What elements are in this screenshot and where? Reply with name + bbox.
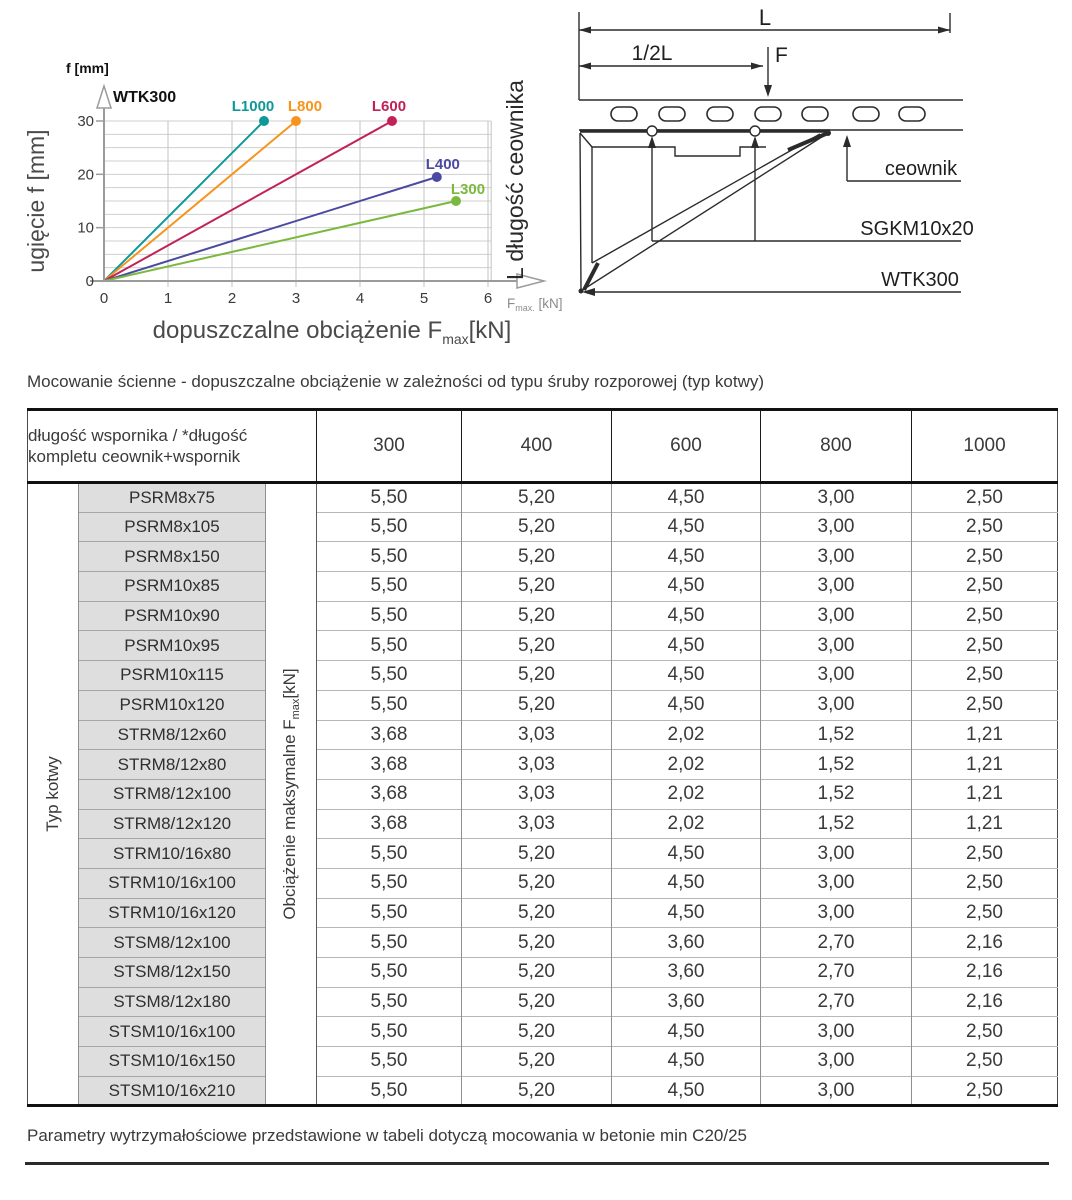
dim-label-half-L: 1/2L	[631, 42, 673, 65]
load-value-cell: 2,50	[912, 898, 1058, 928]
load-value-cell: 1,21	[912, 809, 1058, 839]
load-value-cell: 5,20	[462, 928, 612, 958]
load-value-cell: 5,50	[317, 839, 462, 869]
x-tick-label: 0	[99, 290, 109, 307]
load-value-cell: 3,03	[462, 809, 612, 839]
load-value-cell: 5,20	[462, 483, 612, 513]
load-value-cell: 1,52	[761, 750, 912, 780]
load-value-cell: 5,20	[462, 958, 612, 988]
load-value-cell: 5,50	[317, 572, 462, 602]
load-value-cell: 4,50	[612, 839, 761, 869]
chart-series	[104, 98, 485, 281]
anchor-type-cell: STSM8/12x150	[79, 958, 266, 988]
load-value-cell: 2,50	[912, 1017, 1058, 1047]
right-axis-title: L długość ceownika	[502, 80, 528, 280]
load-value-cell: 5,50	[317, 542, 462, 572]
anchor-type-cell: STRM8/12x60	[79, 720, 266, 750]
table-row	[28, 1017, 1058, 1047]
load-value-cell: 4,50	[612, 631, 761, 661]
y-axis-arrow	[97, 86, 111, 108]
series-label-L300: L300	[450, 181, 486, 198]
load-value-cell: 4,50	[612, 1076, 761, 1106]
y-tick-label: 20	[77, 166, 94, 184]
load-value-cell: 3,00	[761, 631, 912, 661]
series-line-L400	[104, 177, 437, 281]
table-row	[28, 898, 1058, 928]
table-header-row	[28, 410, 1058, 483]
table-row	[28, 631, 1058, 661]
load-value-cell: 3,00	[761, 661, 912, 691]
load-value-cell: 3,00	[761, 512, 912, 542]
load-value-cell: 3,68	[317, 779, 462, 809]
load-value-cell: 5,50	[317, 631, 462, 661]
data-point-L1000	[259, 116, 269, 126]
table-row	[28, 512, 1058, 542]
load-value-cell: 5,20	[462, 868, 612, 898]
load-value-cell: 4,50	[612, 542, 761, 572]
load-value-cell: 3,03	[462, 750, 612, 780]
load-value-cell: 5,50	[317, 958, 462, 988]
table-row	[28, 868, 1058, 898]
anchor-type-cell: STRM10/16x80	[79, 839, 266, 869]
load-capacity-table	[27, 408, 1058, 1107]
callout-label-bracket: WTK300	[881, 269, 959, 291]
series-label-L1000: L1000	[231, 98, 275, 115]
anchor-type-cell: STRM8/12x120	[79, 809, 266, 839]
chart-title: WTK300	[113, 89, 177, 106]
callout-label-channel: ceownik	[884, 158, 958, 180]
table-row	[28, 839, 1058, 869]
load-value-cell: 2,50	[912, 572, 1058, 602]
load-value-cell: 2,50	[912, 542, 1058, 572]
force-label: F	[775, 44, 788, 67]
callout-arrowheads	[582, 135, 851, 296]
column-header-300: 300	[317, 410, 462, 483]
load-value-cell: 5,20	[462, 601, 612, 631]
load-value-cell: 4,50	[612, 690, 761, 720]
load-value-cell: 5,50	[317, 1076, 462, 1106]
anchor-type-cell: PSRM10x85	[79, 572, 266, 602]
anchor-type-cell: STSM10/16x100	[79, 1017, 266, 1047]
load-value-cell: 2,50	[912, 601, 1058, 631]
x-tick-label: 2	[227, 290, 237, 307]
table-row	[28, 483, 1058, 513]
load-value-cell: 5,50	[317, 1047, 462, 1077]
load-value-cell: 5,20	[462, 1076, 612, 1106]
table-caption: Mocowanie ścienne - dopuszczalne obciążenie w zależności od typu śruby rozporowej (typ kotwy)	[27, 372, 765, 391]
max-load-axis-label: Obciążenie maksymalne $F_{max}[kN]$	[279, 668, 303, 920]
anchor-type-cell: PSRM10x90	[79, 601, 266, 631]
bottom-rule	[25, 1162, 1049, 1165]
load-value-cell: 3,00	[761, 1017, 912, 1047]
load-value-cell: 5,50	[317, 868, 462, 898]
load-value-cell: 3,68	[317, 809, 462, 839]
load-value-cell: 4,50	[612, 1047, 761, 1077]
load-value-cell: 2,16	[912, 928, 1058, 958]
load-value-cell: 5,50	[317, 1017, 462, 1047]
load-value-cell: 4,50	[612, 572, 761, 602]
y-tick-label: 30	[77, 113, 94, 130]
load-value-cell: 3,60	[612, 987, 761, 1017]
x-tick-label: 1	[163, 290, 173, 307]
load-value-cell: 1,21	[912, 779, 1058, 809]
y-tick-label: 10	[77, 219, 94, 237]
load-value-cell: 2,16	[912, 987, 1058, 1017]
load-value-cell: 3,60	[612, 928, 761, 958]
load-value-cell: 5,20	[462, 542, 612, 572]
table-row	[28, 542, 1058, 572]
series-label-L400: L400	[425, 156, 460, 173]
anchor-type-cell: STSM8/12x100	[79, 928, 266, 958]
load-value-cell: 2,50	[966, 486, 1003, 508]
load-value-cell: 5,20	[462, 690, 612, 720]
load-value-cell: 2,16	[912, 958, 1058, 988]
load-value-cell: 2,50	[912, 1047, 1058, 1077]
anchor-type-group-label: Typ kotwy	[43, 756, 62, 833]
anchor-type-cell: PSRM10x95	[79, 631, 266, 661]
load-value-cell: 5,20	[462, 898, 612, 928]
chart-tick-labels	[77, 113, 492, 307]
anchor-type-cell: PSRM10x120	[79, 690, 266, 720]
load-value-cell: 3,00	[761, 839, 912, 869]
bracket-diagram	[560, 0, 1072, 310]
y-axis-unit-label: f [mm]	[66, 60, 109, 76]
load-value-cell: 4,50	[612, 483, 761, 513]
load-value-cell: 5,20	[462, 572, 612, 602]
load-value-cell: 5,50	[317, 690, 462, 720]
load-value-cell: 2,02	[612, 720, 761, 750]
table-corner-cell	[28, 410, 317, 483]
load-value-cell: 2,02	[612, 809, 761, 839]
load-value-cell: 3,03	[462, 720, 612, 750]
y-axis-title: ugięcie f [mm]	[23, 129, 49, 273]
anchor-type-group-cell	[28, 483, 79, 1106]
bracket-outline	[580, 131, 830, 291]
load-value-cell: 5,20	[462, 631, 612, 661]
load-value-cell: 2,70	[761, 987, 912, 1017]
corner-line-2: kompletu ceownik+wspornik	[28, 447, 241, 466]
load-value-cell: 2,70	[761, 928, 912, 958]
table-row	[28, 928, 1058, 958]
load-value-cell: 5,20	[462, 512, 612, 542]
load-value-cell: 2,70	[761, 958, 912, 988]
max-load-axis-cell	[266, 483, 317, 1106]
dim-label-L: L	[758, 5, 772, 30]
anchor-type-cell: STRM8/12x100	[79, 779, 266, 809]
series-label-L600: L600	[371, 98, 407, 115]
load-value-cell: 3,00	[761, 572, 912, 602]
load-value-cell: 5,50	[317, 898, 462, 928]
table-row	[28, 661, 1058, 691]
x-tick-label: 3	[291, 290, 301, 307]
load-value-cell: 2,50	[912, 839, 1058, 869]
load-value-cell: 1,21	[912, 720, 1058, 750]
load-value-cell: 2,02	[612, 779, 761, 809]
corner-line-1: długość wspornika / *długość	[28, 426, 248, 445]
load-value-cell: 2,50	[912, 661, 1058, 691]
load-value-cell: 4,50	[612, 601, 761, 631]
anchor-type-cell: STRM10/16x100	[79, 868, 266, 898]
load-value-cell: 4,50	[612, 898, 761, 928]
load-value-cell: 5,20	[462, 987, 612, 1017]
load-value-cell: 5,50	[317, 483, 462, 513]
data-point-L600	[387, 116, 397, 126]
anchor-type-cell: STSM10/16x150	[79, 1047, 266, 1077]
x-axis-title: dopuszczalne obciążenie $F_{max}[kN]$	[152, 317, 512, 347]
load-value-cell: 3,68	[317, 720, 462, 750]
deflection-chart-svg	[20, 40, 563, 350]
load-value-cell: 3,68	[317, 750, 462, 780]
channel-slots	[611, 107, 925, 121]
load-value-cell: 3,00	[761, 1076, 912, 1106]
load-value-cell: 5,20	[462, 661, 612, 691]
load-value-cell: 2,50	[912, 1076, 1058, 1106]
data-point-L400	[432, 172, 442, 182]
load-value-cell: 3,00	[761, 690, 912, 720]
load-value-cell: 1,52	[761, 720, 912, 750]
x-tick-label: 4	[355, 290, 365, 307]
load-value-cell: 5,20	[462, 1017, 612, 1047]
callout-label-screw: SGKM10x20	[860, 218, 974, 240]
anchor-type-cell: STRM10/16x120	[79, 898, 266, 928]
data-point-L800	[291, 116, 301, 126]
load-value-cell: 2,50	[912, 631, 1058, 661]
anchor-type-cell: PSRM8x75	[79, 483, 266, 513]
series-label-L800: L800	[287, 98, 323, 115]
bracket-diagram-svg	[560, 0, 1072, 310]
load-value-cell: 3,00	[761, 898, 912, 928]
x-axis-end-label: $F_{max.}$ [kN]	[507, 296, 563, 313]
footer-note: Parametry wytrzymałościowe przedstawione w tabeli dotyczą mocowania w betonie min C20/25	[27, 1126, 747, 1145]
load-value-cell: 4,50	[612, 661, 761, 691]
load-value-cell: 5,20	[462, 839, 612, 869]
column-header-600: 600	[612, 410, 761, 483]
load-value-cell: 3,00	[761, 1047, 912, 1077]
channel-profile	[579, 100, 963, 130]
table-row	[28, 690, 1058, 720]
load-value-cell: 1,21	[912, 750, 1058, 780]
table-row	[28, 809, 1058, 839]
load-value-cell: 4,50	[612, 868, 761, 898]
load-value-cell: 5,20	[462, 1047, 612, 1077]
table-body	[28, 483, 1058, 1106]
table-row	[28, 1076, 1058, 1106]
column-header-1000: 1000	[912, 410, 1058, 483]
load-value-cell: 4,50	[612, 512, 761, 542]
anchor-type-cell: STRM8/12x80	[79, 750, 266, 780]
load-value-cell: 5,50	[317, 987, 462, 1017]
load-value-cell: 4,50	[612, 1017, 761, 1047]
load-value-cell: 2,50	[912, 512, 1058, 542]
load-value-cell: 5,50	[317, 661, 462, 691]
table-row	[28, 601, 1058, 631]
load-value-cell: 3,00	[761, 483, 912, 513]
table-row	[28, 750, 1058, 780]
anchor-type-cell: PSRM10x115	[79, 661, 266, 691]
deflection-chart	[20, 40, 563, 350]
anchor-type-cell: STSM10/16x210	[79, 1076, 266, 1106]
table-row	[28, 987, 1058, 1017]
table-row	[28, 779, 1058, 809]
x-tick-label: 5	[419, 290, 429, 307]
column-header-800: 800	[761, 410, 912, 483]
load-value-cell: 3,60	[612, 958, 761, 988]
load-value-cell: 2,02	[612, 750, 761, 780]
anchor-type-cell: PSRM8x150	[79, 542, 266, 572]
load-value-cell: 2,50	[912, 868, 1058, 898]
load-value-cell: 2,50	[912, 690, 1058, 720]
table-row	[28, 720, 1058, 750]
column-header-400: 400	[462, 410, 612, 483]
table-row	[28, 572, 1058, 602]
load-value-cell: 3,00	[761, 542, 912, 572]
y-tick-label: 0	[85, 273, 94, 290]
anchor-type-cell: STSM8/12x180	[79, 987, 266, 1017]
load-value-cell: 5,50	[317, 601, 462, 631]
load-value-cell: 1,52	[761, 809, 912, 839]
load-value-cell: 1,52	[761, 779, 912, 809]
load-value-cell: 5,50	[317, 512, 462, 542]
load-value-cell: 3,00	[761, 868, 912, 898]
table-row	[28, 958, 1058, 988]
load-value-cell: 3,03	[462, 779, 612, 809]
table-row	[28, 1047, 1058, 1077]
anchor-type-cell: PSRM8x105	[79, 512, 266, 542]
load-value-cell: 5,50	[317, 928, 462, 958]
load-value-cell: 3,00	[761, 601, 912, 631]
x-tick-label: 6	[483, 290, 493, 307]
